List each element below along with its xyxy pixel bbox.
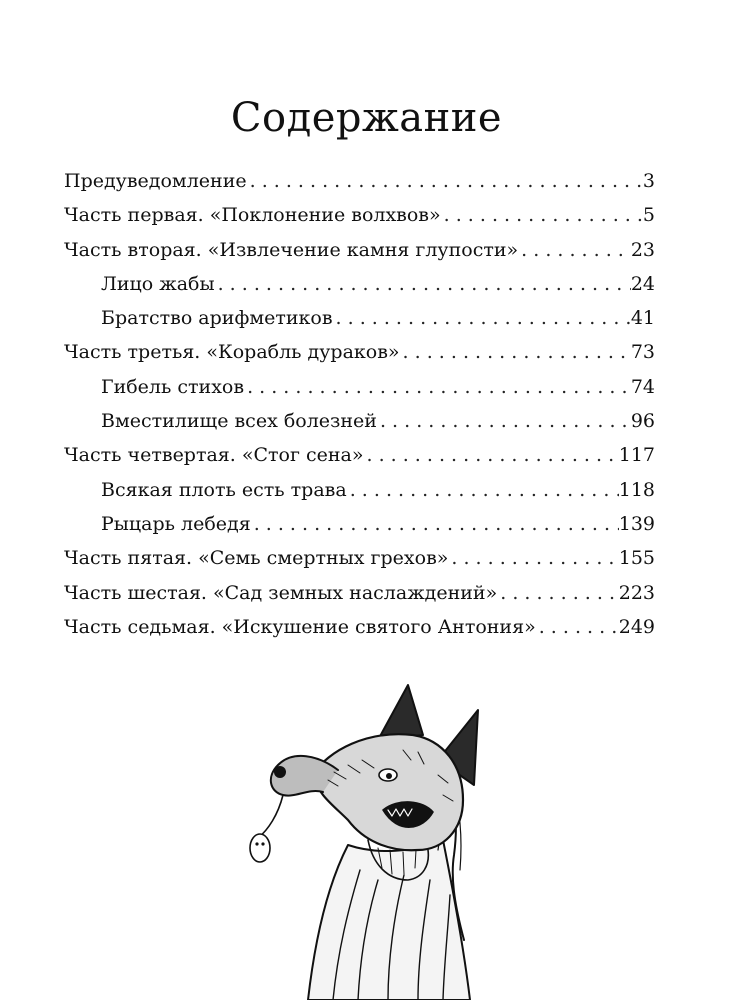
toc-subentry[interactable] xyxy=(64,507,655,541)
toc-entry-label: Часть вторая. «Извлечение камня глупости» xyxy=(64,238,519,261)
toc-entry-label: Всякая плоть есть трава xyxy=(101,478,347,501)
dot-leader xyxy=(497,576,619,610)
toc-entry[interactable] xyxy=(64,610,655,644)
dot-leader xyxy=(333,301,631,335)
dot-leader xyxy=(518,233,631,267)
grotesque-creature-drawing-icon xyxy=(238,680,488,1000)
toc-entry-page: 24 xyxy=(630,272,655,295)
toc-subentry[interactable] xyxy=(64,404,655,438)
toc-entry-label: Рыцарь лебедя xyxy=(101,512,251,535)
toc-entry-page: 96 xyxy=(630,410,655,433)
toc-entry-page: 118 xyxy=(618,478,655,501)
dot-leader xyxy=(441,198,643,232)
toc-entry[interactable] xyxy=(64,576,655,610)
toc-subentry[interactable] xyxy=(64,301,655,335)
page-title: Содержание xyxy=(230,94,503,141)
toc-entry-page: 5 xyxy=(642,204,655,227)
toc-subentry[interactable] xyxy=(64,267,655,301)
table-of-contents xyxy=(64,164,655,644)
toc-entry-page: 155 xyxy=(618,547,655,570)
toc-entry[interactable] xyxy=(64,164,655,198)
toc-subentry[interactable] xyxy=(64,370,655,404)
dot-leader xyxy=(244,370,631,404)
toc-entry-page: 117 xyxy=(618,444,655,467)
dot-leader xyxy=(215,267,631,301)
toc-entry[interactable] xyxy=(64,335,655,369)
toc-entry-label: Часть шестая. «Сад земных наслаждений» xyxy=(64,581,498,604)
toc-entry-page: 139 xyxy=(618,512,655,535)
toc-entry-page: 3 xyxy=(642,170,655,192)
toc-subentry[interactable] xyxy=(64,473,655,507)
toc-entry-label: Предуведомление xyxy=(64,170,247,192)
dot-leader xyxy=(251,507,619,541)
toc-entry-label: Часть четвертая. «Стог сена» xyxy=(64,444,364,467)
toc-entry-page: 23 xyxy=(630,238,655,261)
toc-entry-label: Гибель стихов xyxy=(101,375,245,398)
toc-entry[interactable] xyxy=(64,233,655,267)
toc-entry-label: Братство арифметиков xyxy=(101,307,333,330)
toc-entry-page: 223 xyxy=(618,581,655,604)
dot-leader xyxy=(448,541,618,575)
toc-entry-label: Лицо жабы xyxy=(101,272,215,295)
dot-leader xyxy=(247,164,643,198)
toc-entry-label: Часть пятая. «Семь смертных грехов» xyxy=(64,547,449,570)
toc-entry[interactable] xyxy=(64,438,655,472)
toc-entry-label: Часть первая. «Поклонение волхвов» xyxy=(64,204,441,227)
dot-leader xyxy=(400,335,631,369)
dot-leader xyxy=(377,404,631,438)
toc-entry-label: Вместилище всех болезней xyxy=(101,410,377,433)
toc-entry-label: Часть седьмая. «Искушение святого Антония» xyxy=(64,615,536,638)
toc-entry-page: 73 xyxy=(630,341,655,364)
dot-leader xyxy=(363,438,618,472)
toc-entry-page: 74 xyxy=(630,375,655,398)
dot-leader xyxy=(536,610,619,644)
toc-entry[interactable] xyxy=(64,541,655,575)
toc-entry-page: 41 xyxy=(630,307,655,330)
toc-entry[interactable] xyxy=(64,198,655,232)
toc-entry-label: Часть третья. «Корабль дураков» xyxy=(64,341,400,364)
dot-leader xyxy=(347,473,619,507)
toc-entry-page: 249 xyxy=(618,615,655,638)
